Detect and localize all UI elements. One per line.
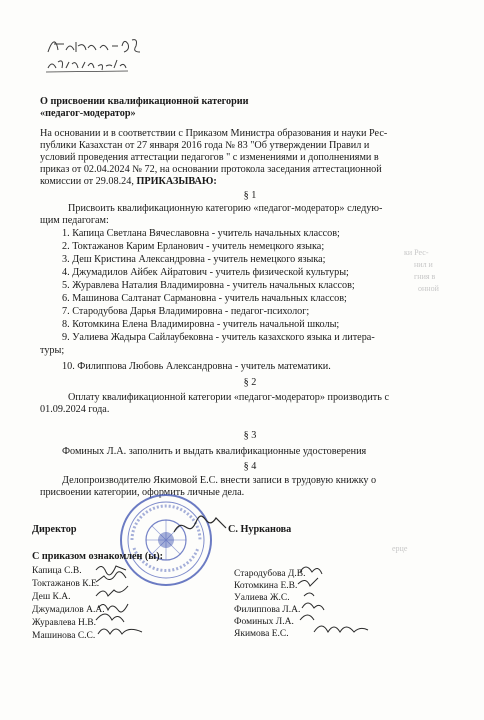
section-2: § 2 (243, 377, 257, 388)
s2-line-2: 01.09.2024 года. (40, 404, 110, 415)
director-label: Директор (32, 524, 77, 535)
signer-right: Стародубова Д.В. (234, 569, 306, 579)
teacher-item: 4. Джумадилов Айбек Айратович - учитель физической культуры; (62, 267, 349, 278)
teacher-item: 6. Машинова Салтанат Сармановна - учитель начальных классов; (62, 293, 347, 304)
s1-intro-2: щим педагогам: (40, 215, 109, 226)
director-signature (170, 510, 230, 540)
signer-right: Уалиева Ж.С. (234, 593, 290, 603)
signer-left: Токтажанов К.Е. (32, 579, 100, 589)
signer-left: Деш К.А. (32, 592, 71, 602)
teacher-item: 3. Деш Кристина Александровна - учитель немецкого языка; (62, 254, 326, 265)
director-name: С. Нурканова (228, 524, 292, 535)
signer-left: Джумадилов А.А. (32, 605, 105, 615)
teacher-item: 10. Филиппова Любовь Александровна - учитель математики. (62, 361, 331, 372)
s1-intro-1: Присвоить квалификационную категорию «педагог-модератор» следую- (68, 203, 383, 214)
preamble-line-2: публики Казахстан от 27 января 2016 года № 83 "Об утверждении Правил и (40, 140, 370, 151)
preamble-line-4: приказ от 02.04.2024 № 72, на основании протокола заседания аттестационной (40, 164, 382, 175)
signer-right: Филиппова Л.А. (234, 605, 301, 615)
s4-line-1: Делопроизводителю Якимовой Е.С. внести записи в трудовую книжку о (62, 475, 377, 486)
teacher-item-continuation: туры; (40, 345, 65, 356)
handwritten-order-number (44, 30, 164, 74)
section-1: § 1 (243, 190, 257, 201)
signer-left: Капица С.В. (32, 566, 82, 576)
bleed-through-text: онной (418, 284, 439, 293)
signer-right: Якимова Е.С. (234, 629, 289, 639)
s2-line-1: Оплату квалификационной категории «педагог-модератор» производить с (68, 392, 389, 403)
signature-scribbles-right (294, 558, 374, 638)
teacher-item: 1. Капица Светлана Вячеславовна - учитель начальных классов; (62, 228, 340, 239)
teacher-item: 9. Уалиева Жадыра Сайлаубековна - учитель казахского языка и литера- (62, 332, 375, 343)
acquainted-label: С приказом ознакомлен (ы): (32, 551, 164, 562)
signer-right: Фоминых Л.А. (234, 617, 294, 627)
bleed-through-text: гния в (414, 272, 436, 281)
title-line-2: «педагог-модератор» (40, 108, 136, 119)
title-line-1: О присвоении квалификационной категории (40, 96, 249, 107)
preamble-line-5 (40, 176, 217, 188)
teacher-item: 5. Журавлева Наталия Владимировна - учитель начальных классов; (62, 280, 355, 291)
teacher-item: 8. Котомкина Елена Владимировна - учитель начальной школы; (62, 319, 340, 330)
signer-right: Котомкина Е.В. (234, 581, 298, 591)
s3-line: Фоминых Л.А. заполнить и выдать квалификационные удостоверения (62, 446, 367, 457)
teacher-item: 2. Токтажанов Карим Ерланович - учитель немецкого языка; (62, 241, 325, 252)
signer-left: Машинова С.С. (32, 631, 96, 641)
bleed-through-text: нил и (414, 260, 433, 269)
preamble-line-1: На основании и в соответствии с Приказом Министра образования и науки Рес- (40, 128, 388, 139)
section-3: § 3 (243, 430, 257, 441)
teacher-item: 7. Стародубова Дарья Владимировна - педагог-психолог; (62, 306, 310, 317)
preamble-end: комиссии от 29.08.24, (40, 176, 134, 187)
order-word: ПРИКАЗЫВАЮ: (136, 176, 217, 187)
bleed-through-text: ерце (392, 544, 408, 553)
section-4: § 4 (243, 461, 257, 472)
s4-line-2: присвоении категории, оформить личные дела. (40, 487, 245, 498)
signature-scribbles-left (92, 560, 162, 640)
bleed-through-text: ки Рес- (404, 248, 429, 257)
signer-left: Журавлева Н.В. (32, 618, 96, 628)
preamble-line-3: условий проведения аттестации педагогов " с изменениями и дополнениями в (40, 152, 379, 163)
